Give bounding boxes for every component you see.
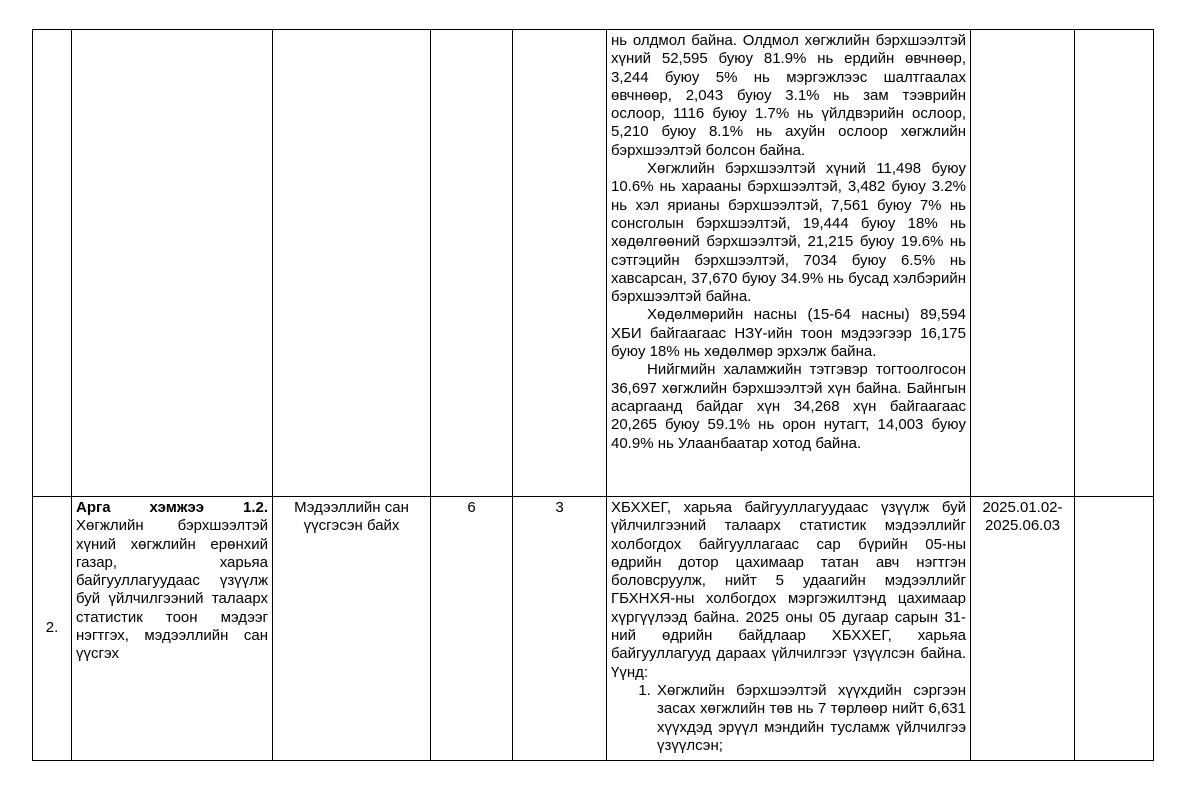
- measure-title: Арга хэмжээ 1.2.: [76, 499, 268, 516]
- measure-cell: [72, 30, 273, 497]
- measure-text: Хөгжлийн бэрхшээлтэй хүний хөгжлийн ерөнхий газар, харьяа байгууллагуудаас үзүүлж буй үйлчилгээний талаарх статистик тоон мэдээг нэгтгэх, мэдээллийн сан үүсгэх: [76, 517, 268, 663]
- extra-cell: [1075, 497, 1154, 761]
- report-cell: [607, 30, 971, 497]
- period-cell: 2025.01.02-2025.06.03: [971, 497, 1075, 761]
- report-paragraph: Хөгжлийн бэрхшээлтэй хүний 11,498 буюу 10.6% нь харааны бэрхшээлтэй, 3,482 буюу 3.2% нь хэл ярианы бэрхшээлтэй, 7,561 буюу 7% нь сонсголын бэрхшээлтэй, 19,444 буюу 18% нь хөдөлгөөний бэрхшээлтэй, 21,215 буюу 19.6% нь сэтгэцийн бэрхшээлтэй, 7034 буюу 6.5% нь хавсарсан, 37,670 буюу 34.9% нь бусад хэлбэрийн бэрхшээлтэй байна.: [611, 160, 966, 306]
- report-table: [32, 29, 1154, 761]
- period-cell: [971, 30, 1075, 497]
- row-number-cell: 2.: [33, 497, 72, 761]
- row-number-cell: [33, 30, 72, 497]
- report-intro: ХБХХЕГ, харьяа байгууллагуудаас үзүүлж буй үйлчилгээний талаарх статистик мэдээллийг холбогдох байгууллагаас сар бүрийн 05-ны өдрийн дотор цахимаар татан авч нэгтгэн боловсруулж, нийт 5 удаагийн мэдээллийг ГБХНХЯ-ны холбогдох мэргэжилтэнд цахимаар хүргүүлээд байна. 2025 оны 05 дугаар сарын 31-ний өдрийн байдлаар ХБХХЕГ, харьяа байгууллагууд дараах үйлчилгээг үзүүлсэн байна. Үүнд:: [611, 499, 966, 681]
- report-list-item: 1. Хөгжлийн бэрхшээлтэй хүүхдийн сэргээн засах хөгжлийн төв нь 7 төрлөөр нийт 6,631 хүүхдэд эрүүл мэндийн тусламж үйлчилгээ үзүүлсэн;: [655, 682, 966, 755]
- target-cell: [431, 30, 513, 497]
- extra-cell: [1075, 30, 1154, 497]
- report-paragraph: нь олдмол байна. Олдмол хөгжлийн бэрхшээлтэй хүний 52,595 буюу 81.9% нь ердийн өвчнөөр, 3,244 буюу 5% нь мэргэжлээс шалтгаалах өвчнөөр, 2,043 буюу 3.1% нь зам тээврийн ослоор, 1116 буюу 1.7% нь үйлдвэрийн ослоор, 5,210 буюу 8.1% нь ахуйн ослоор хөгжлийн бэрхшээлтэй болсон байна.: [611, 32, 966, 159]
- criteria-cell: [273, 30, 431, 497]
- criteria-cell: Мэдээллийн сан үүсгэсэн байх: [273, 497, 431, 761]
- report-paragraph: Хөдөлмөрийн насны (15-64 насны) 89,594 ХБИ байгаагаас НЗҮ-ийн тоон мэдээгээр 16,175 буюу 18% нь хөдөлмөр эрхэлж байна.: [611, 306, 966, 361]
- measure-cell: [72, 497, 273, 761]
- result-cell: 3: [513, 497, 607, 761]
- table-row-continuation: [33, 30, 1154, 497]
- report-paragraph: Нийгмийн халамжийн тэтгэвэр тогтоолгосон 36,697 хөгжлийн бэрхшээлтэй хүн байна. Байнгын асаргаанд байдаг хүн 34,268 хүн байгаагаас 20,265 буюу 59.1% нь орон нутагт, 14,003 буюу 40.9% нь Улаанбаатар хотод байна.: [611, 361, 966, 452]
- target-cell: 6: [431, 497, 513, 761]
- report-clipped-content: [611, 499, 966, 755]
- report-cell: [607, 497, 971, 761]
- report-list: [611, 682, 966, 755]
- table-row-measure-1-2: [33, 497, 1154, 761]
- result-cell: [513, 30, 607, 497]
